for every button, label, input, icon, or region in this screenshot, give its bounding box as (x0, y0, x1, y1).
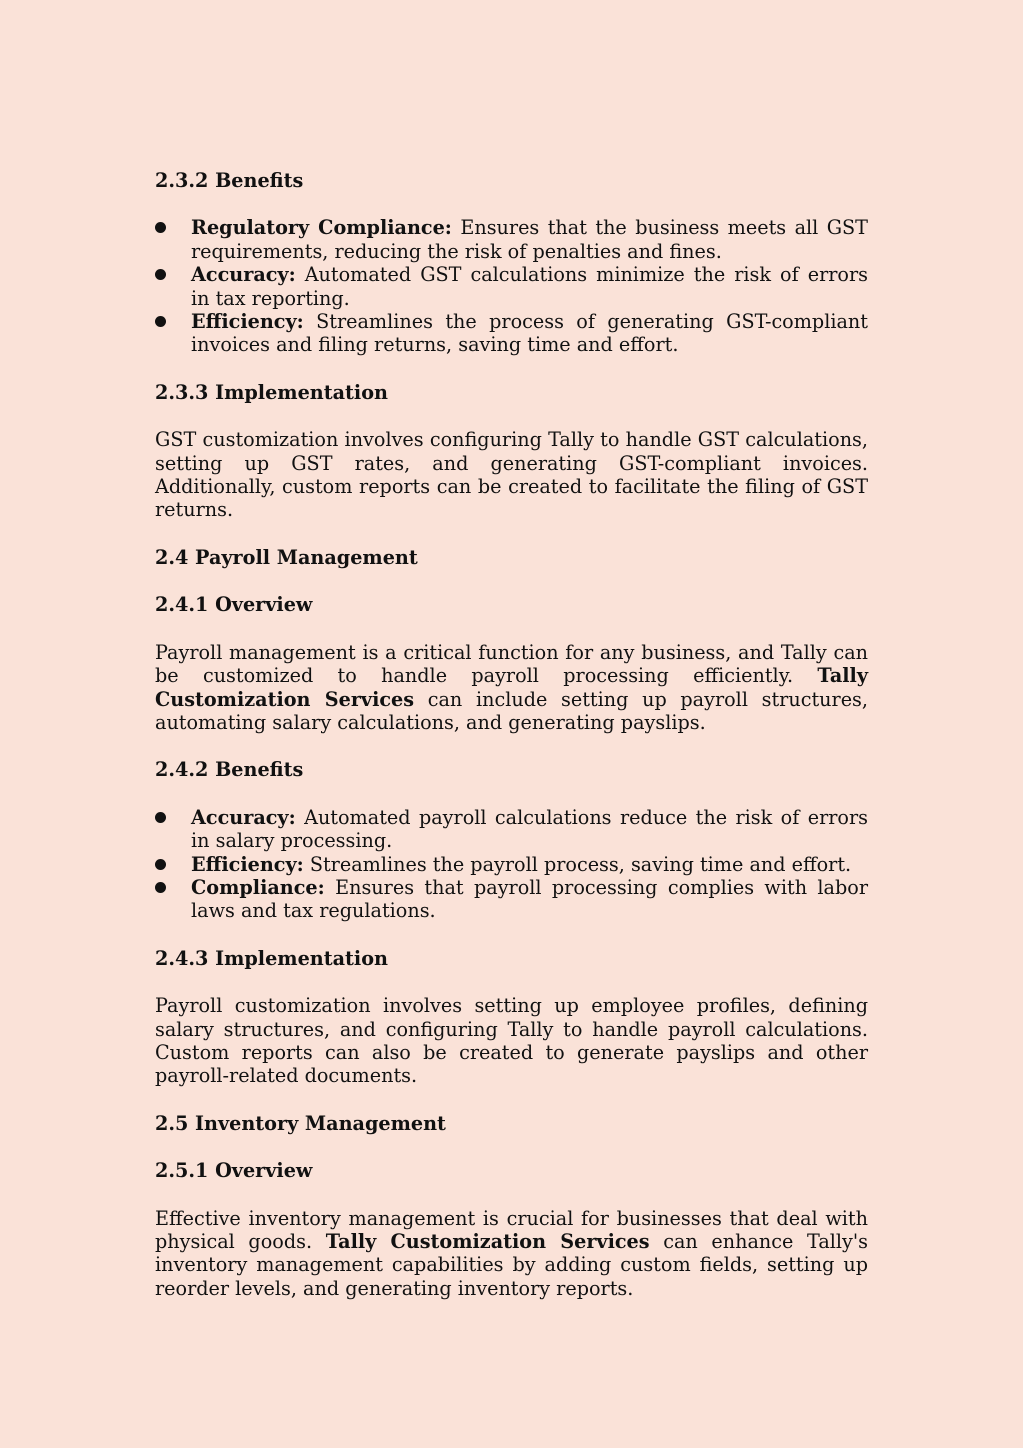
list-item: Efficiency: Streamlines the payroll process, saving time and effort. (155, 853, 868, 876)
list-item: Accuracy: Automated payroll calculations reduce the risk of errors in salary processing. (155, 806, 868, 853)
bullet-icon (155, 859, 166, 870)
paragraph-inventory-overview: Effective inventory management is crucial for businesses that deal with physical goods. Tally Customization Services can enhance Tally's inventory management capabilities by adding custom fields, setting up reorder levels, and generating inventory reports. (155, 1206, 868, 1300)
list-item: Compliance: Ensures that payroll processing complies with labor laws and tax regulations. (155, 876, 868, 923)
heading-2-4: 2.4 Payroll Management (155, 545, 418, 569)
heading-2-3-3: 2.3.3 Implementation (155, 380, 388, 404)
benefits-list-payroll (155, 806, 868, 923)
heading-2-3-2: 2.3.2 Benefits (155, 169, 304, 192)
paragraph-payroll-implementation: Payroll customization involves setting up employee profiles, defining salary structures, and configuring Tally to handle payroll calculations. Custom reports can also be created to generate payslips and other payroll-related documents. (155, 994, 868, 1088)
list-item: Efficiency: Streamlines the process of generating GST-compliant invoices and filing returns, saving time and effort. (155, 310, 868, 357)
heading-2-4-3: 2.4.3 Implementation (155, 946, 388, 970)
bullet-icon (155, 882, 166, 893)
list-item: Regulatory Compliance: Ensures that the business meets all GST requirements, reducing the risk of penalties and fines. (155, 216, 868, 263)
heading-2-5: 2.5 Inventory Management (155, 1111, 446, 1135)
bullet-icon (155, 269, 166, 280)
benefits-list-gst (155, 216, 868, 356)
bullet-icon (155, 222, 166, 233)
heading-2-4-2: 2.4.2 Benefits (155, 758, 304, 782)
heading-2-5-1: 2.5.1 Overview (155, 1159, 313, 1183)
bullet-icon (155, 316, 166, 327)
paragraph-payroll-overview: Payroll management is a critical function for any business, and Tally can be customized to handle payroll processing efficiently. Tally Customization Services can include setting up payroll structures, automating salary calculations, and generating payslips. (155, 640, 869, 734)
bullet-icon (155, 812, 166, 823)
list-item: Accuracy: Automated GST calculations minimize the risk of errors in tax reporting. (155, 263, 868, 310)
heading-2-4-1: 2.4.1 Overview (155, 593, 313, 617)
paragraph-gst-implementation: GST customization involves configuring Tally to handle GST calculations, setting up GST rates, and generating GST-compliant invoices. Additionally, custom reports can be created to facilitate the filing of GST returns. (155, 428, 868, 522)
document-content (155, 169, 868, 1324)
